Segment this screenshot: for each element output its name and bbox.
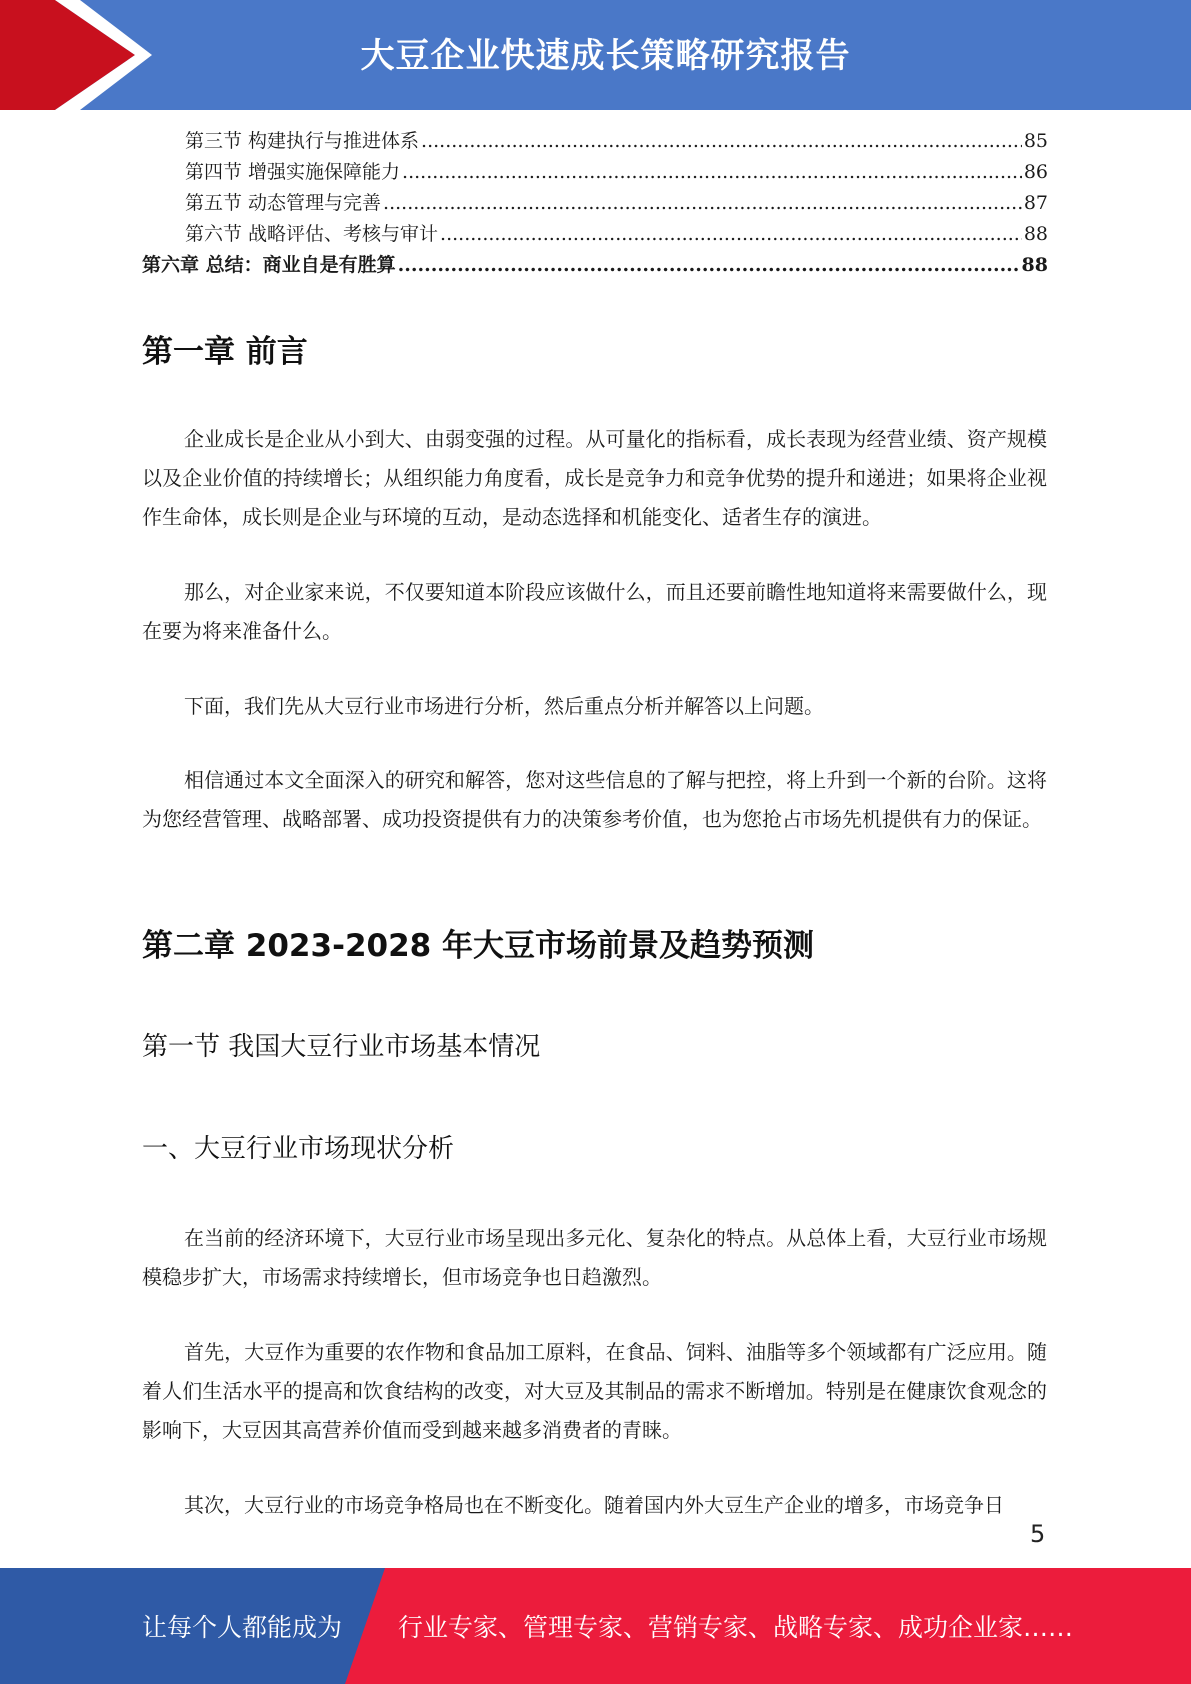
paragraph: 那么，对企业家来说，不仅要知道本阶段应该做什么，而且还要前瞻性地知道将来需要做什么，现在要为将来准备什么。 [142, 580, 1047, 643]
paragraph: 在当前的经济环境下，大豆行业市场呈现出多元化、复杂化的特点。从总体上看，大豆行业市场规模稳步扩大，市场需求持续增长，但市场竞争也日趋激烈。 [142, 1226, 1047, 1289]
toc-entry[interactable] [142, 126, 1048, 157]
chapter-1-heading: 第一章 前言 [142, 334, 308, 370]
toc-entry[interactable] [142, 157, 1048, 188]
toc-entry-page: 87 [1023, 192, 1048, 214]
paragraph: 企业成长是企业从小到大、由弱变强的过程。从可量化的指标看，成长表现为经营业绩、资产规模以及企业价值的持续增长；从组织能力角度看，成长是竞争力和竞争优势的提升和递进；如果将企业视作生命体，成长则是企业与环境的互动，是动态选择和机能变化、适者生存的演进。 [142, 427, 1047, 529]
table-of-contents [142, 126, 1048, 281]
chapter-2-heading: 第二章 2023-2028 年大豆市场前景及趋势预测 [142, 928, 815, 964]
subsection-heading: 一、大豆行业市场现状分析 [142, 1134, 455, 1164]
toc-entry-label: 第六章 总结：商业自是有胜算 [142, 254, 396, 276]
report-title: 大豆企业快速成长策略研究报告 [360, 36, 851, 76]
toc-entry-page: 88 [1023, 223, 1048, 245]
toc-entry-page: 88 [1021, 254, 1048, 276]
paragraph: 其次，大豆行业的市场竞争格局也在不断变化。随着国内外大豆生产企业的增多，市场竞争日 [184, 1493, 1004, 1517]
toc-leader-dots [383, 188, 1022, 219]
footer-banner [0, 1568, 1191, 1684]
toc-leader-dots [421, 126, 1022, 157]
toc-entry[interactable] [142, 188, 1048, 219]
toc-entry-label: 第四节 增强实施保障能力 [185, 161, 401, 183]
page-number: 5 [1030, 1520, 1046, 1548]
toc-entry-page: 86 [1023, 161, 1048, 183]
toc-entry-page: 85 [1023, 130, 1048, 152]
toc-entry[interactable] [142, 219, 1048, 250]
toc-leader-dots [440, 219, 1022, 250]
paragraph: 首先，大豆作为重要的农作物和食品加工原料，在食品、饲料、油脂等多个领域都有广泛应用。随着人们生活水平的提高和饮食结构的改变，对大豆及其制品的需求不断增加。特别是在健康饮食观念的影响下，大豆因其高营养价值而受到越来越多消费者的青睐。 [142, 1340, 1047, 1442]
toc-entry-label: 第三节 构建执行与推进体系 [185, 130, 420, 152]
paragraph: 下面，我们先从大豆行业市场进行分析，然后重点分析并解答以上问题。 [184, 694, 824, 718]
toc-chapter-entry[interactable] [142, 250, 1048, 281]
toc-leader-dots [402, 157, 1022, 188]
footer-slogan-right: 行业专家、管理专家、营销专家、战略专家、成功企业家…… [398, 1613, 1074, 1642]
header-banner [0, 0, 1191, 110]
toc-entry-label: 第六节 战略评估、考核与审计 [185, 223, 439, 245]
paragraph: 相信通过本文全面深入的研究和解答，您对这些信息的了解与把控，将上升到一个新的台阶。这将为您经营管理、战略部署、成功投资提供有力的决策参考价值，也为您抢占市场先机提供有力的保证。 [142, 768, 1047, 831]
footer-slogan-left: 让每个人都能成为 [142, 1613, 343, 1642]
toc-entry-label: 第五节 动态管理与完善 [185, 192, 382, 214]
section-heading: 第一节 我国大豆行业市场基本情况 [142, 1032, 541, 1062]
toc-leader-dots [398, 250, 1020, 281]
